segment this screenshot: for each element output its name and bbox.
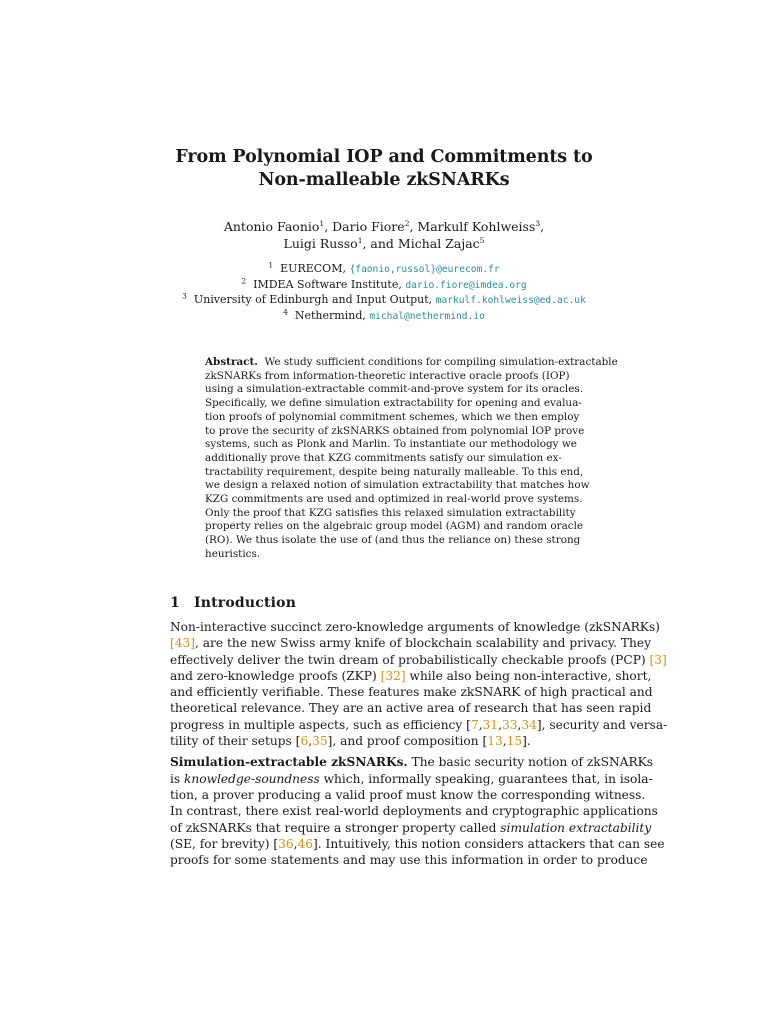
abstract-line (205, 425, 597, 439)
text-segment: In contrast, there exist real-world deployments and cryptographic applications (170, 804, 658, 819)
text-segment: ], security and versa- (536, 717, 668, 732)
citation-link[interactable]: 7 (470, 717, 479, 732)
citation-link[interactable]: [3] (649, 652, 667, 667)
affiliation-number: 4 (283, 306, 288, 316)
author-separator: , (540, 219, 545, 234)
text-segment: while also being non-interactive, short, (405, 668, 652, 683)
author-separator: , (324, 219, 333, 234)
affiliation-text: EURECOM, (280, 262, 346, 275)
author-name: Michal Zajac (397, 236, 480, 251)
affiliation-number: 1 (268, 260, 274, 270)
email-address: michal@nethermind.io (369, 310, 485, 322)
text-line (170, 836, 665, 852)
abstract-text: we design a relaxed notion of simulation extractability that matches how (205, 479, 590, 492)
citation-link[interactable]: [ (170, 636, 175, 651)
email-address: {faonio,russol}@eurecom.fr (349, 264, 500, 275)
text-segment: tion, a prover producing a valid proof must know the corresponding witness. (170, 787, 646, 802)
affiliation-text: IMDEA Software Institute, (253, 277, 402, 291)
author-line (0, 235, 768, 252)
citation-link[interactable]: 13 (487, 734, 503, 749)
text-segment: proofs for some statements and may use this information in order to produce (170, 853, 648, 868)
text-line (170, 668, 652, 684)
abstract-text: to prove the security of zkSNARKS obtained from polynomial IOP prove (205, 424, 585, 437)
author-affiliation-mark: 1 (357, 235, 363, 245)
abstract-line (205, 479, 597, 493)
abstract-line (205, 452, 597, 466)
text-segment: effectively deliver the twin dream of probabilistically checkable proofs (PCP) (170, 652, 650, 667)
emphasized-term: knowledge-soundness (184, 771, 320, 786)
title-line: Non-malleable zkSNARKs (258, 170, 510, 190)
section-heading (170, 595, 296, 611)
citation-link[interactable]: 33 (501, 717, 518, 732)
author-affiliation-mark: 1 (319, 218, 325, 228)
citation-link[interactable]: 31 (482, 717, 499, 732)
text-segment: (SE, for brevity) [ (170, 836, 279, 851)
affiliation-number: 2 (241, 275, 247, 285)
text-segment: , (517, 717, 522, 732)
text-segment: , (308, 734, 313, 749)
email-address: dario.fiore@imdea.org (405, 279, 527, 291)
text-line (170, 733, 604, 749)
abstract-text: property relies on the algebraic group model (AGM) and random oracle (205, 520, 584, 533)
paper-title (0, 146, 768, 192)
abstract-text: KZG commitments are used and optimized in real-world prove systems. (205, 493, 583, 506)
author-name: Luigi Russo (283, 236, 358, 251)
text-line (170, 754, 653, 770)
text-segment: ], and proof composition [ (327, 734, 488, 749)
abstract-text: tractability requirement, despite being naturally malleable. To this end, (205, 465, 584, 478)
text-segment: ]. Intuitively, this notion considers attackers that can see (313, 836, 665, 851)
text-line (170, 787, 646, 803)
affiliation-text: University of Edinburgh and Input Output, (193, 293, 433, 306)
affiliation-line (0, 262, 768, 278)
text-line (170, 771, 653, 787)
text-segment: ]. (522, 734, 531, 749)
text-segment: , (502, 734, 507, 749)
citation-link[interactable]: [32] (380, 668, 406, 683)
abstract-line (205, 520, 597, 534)
email-address: markulf.kohlweiss@ed.ac.uk (435, 295, 586, 306)
abstract-line (205, 548, 597, 562)
author-list (0, 218, 768, 252)
text-line (170, 619, 660, 635)
abstract-text: using a simulation-extractable commit-and-prove system for its oracles. (205, 383, 584, 396)
affiliation-line (0, 293, 768, 309)
text-segment: Non-interactive succinct zero-knowledge arguments of knowledge (zkSNARKs) (170, 620, 660, 634)
text-line (170, 820, 652, 836)
section-title: Introduction (194, 595, 297, 611)
author-affiliation-mark: 2 (404, 218, 410, 228)
author-affiliation-mark: 5 (479, 235, 485, 245)
abstract-line (205, 411, 597, 425)
abstract (205, 356, 618, 562)
abstract-text: Specifically, we define simulation extractability for opening and evalua- (205, 397, 582, 410)
abstract-text: Only the proof that KZG satisfies this relaxed simulation extractability (205, 506, 576, 519)
abstract-line (205, 383, 597, 397)
citation-link[interactable]: 36 (278, 836, 294, 851)
introduction-body (170, 619, 668, 868)
text-line (170, 852, 648, 868)
citation-link[interactable]: ] (190, 636, 196, 651)
text-line (170, 717, 668, 733)
text-line (170, 652, 667, 668)
abstract-text: zkSNARKs from information-theoretic interactive oracle proofs (IOP) (205, 369, 570, 382)
abstract-text: heuristics. (205, 547, 261, 560)
paragraph (170, 619, 668, 749)
paragraph (170, 754, 665, 868)
abstract-line (205, 356, 618, 370)
section-number: 1 (170, 595, 180, 611)
text-line (170, 803, 658, 819)
text-segment: , (478, 717, 483, 732)
author-affiliation-mark: 3 (535, 218, 541, 228)
abstract-label: Abstract. (205, 356, 258, 368)
text-segment: and zero-knowledge proofs (ZKP) (170, 668, 381, 683)
affiliation-line (0, 306, 768, 325)
text-segment: The basic security notion of zkSNARKs (407, 755, 653, 770)
affiliation-line (0, 275, 768, 294)
affiliation-number: 3 (182, 291, 187, 301)
abstract-text: additionally prove that KZG commitments satisfy our simulation ex- (205, 451, 562, 464)
author-name: Markulf Kohlweiss (417, 219, 536, 234)
text-segment: theoretical relevance. They are an active area of research that has seen rapid (170, 701, 652, 716)
citation-link[interactable]: 6 (300, 734, 309, 749)
citation-link[interactable]: 35 (312, 734, 328, 749)
citation-link[interactable]: 34 (521, 717, 537, 732)
emphasized-term: simulation extractability (500, 820, 652, 835)
author-name: Antonio Faonio (223, 219, 320, 234)
abstract-line (205, 370, 597, 384)
text-segment: , (293, 836, 298, 851)
abstract-line (205, 493, 597, 507)
abstract-text: tion proofs of polynomial commitment schemes, which we then employ (205, 410, 580, 423)
text-segment: , are the new Swiss army knife of blockchain scalability and privacy. They (195, 636, 651, 651)
citation-link[interactable]: 15 (506, 734, 523, 749)
abstract-text: systems, such as Plonk and Marlin. To instantiate our methodology we (205, 438, 577, 451)
title-line: From Polynomial IOP and Commitments to (175, 147, 593, 167)
abstract-line (205, 438, 597, 452)
author-separator: , (409, 219, 418, 234)
abstract-line (205, 507, 597, 521)
text-segment: is (170, 771, 185, 786)
text-segment: which, informally speaking, guarantees that, in isola- (319, 771, 653, 786)
abstract-line (205, 397, 597, 411)
author-line (0, 218, 768, 235)
text-segment: progress in multiple aspects, such as efficiency [ (170, 717, 471, 732)
abstract-text: We study sufficient conditions for compiling simulation-extractable (264, 356, 618, 368)
text-segment: of zkSNARKs that require a stronger property called (170, 820, 501, 835)
citation-link[interactable]: 43 (174, 636, 191, 651)
text-segment: tility of their setups [ (170, 734, 301, 749)
abstract-line (205, 534, 597, 548)
author-separator: , and (362, 236, 398, 251)
affiliation-list (0, 262, 768, 324)
affiliation-text: Nethermind, (294, 308, 366, 322)
text-line (170, 635, 651, 651)
abstract-line (205, 466, 597, 480)
paragraph-heading: Simulation-extractable zkSNARKs. (170, 755, 408, 770)
abstract-text: (RO). We thus isolate the use of (and thus the reliance on) these strong (205, 534, 581, 547)
text-line (170, 700, 652, 716)
author-name: Dario Fiore (332, 219, 405, 234)
citation-link[interactable]: 46 (297, 836, 313, 851)
text-line (170, 684, 653, 700)
text-segment: , (498, 717, 502, 732)
text-segment: and efficiently verifiable. These features make zkSNARK of high practical and (170, 685, 653, 700)
